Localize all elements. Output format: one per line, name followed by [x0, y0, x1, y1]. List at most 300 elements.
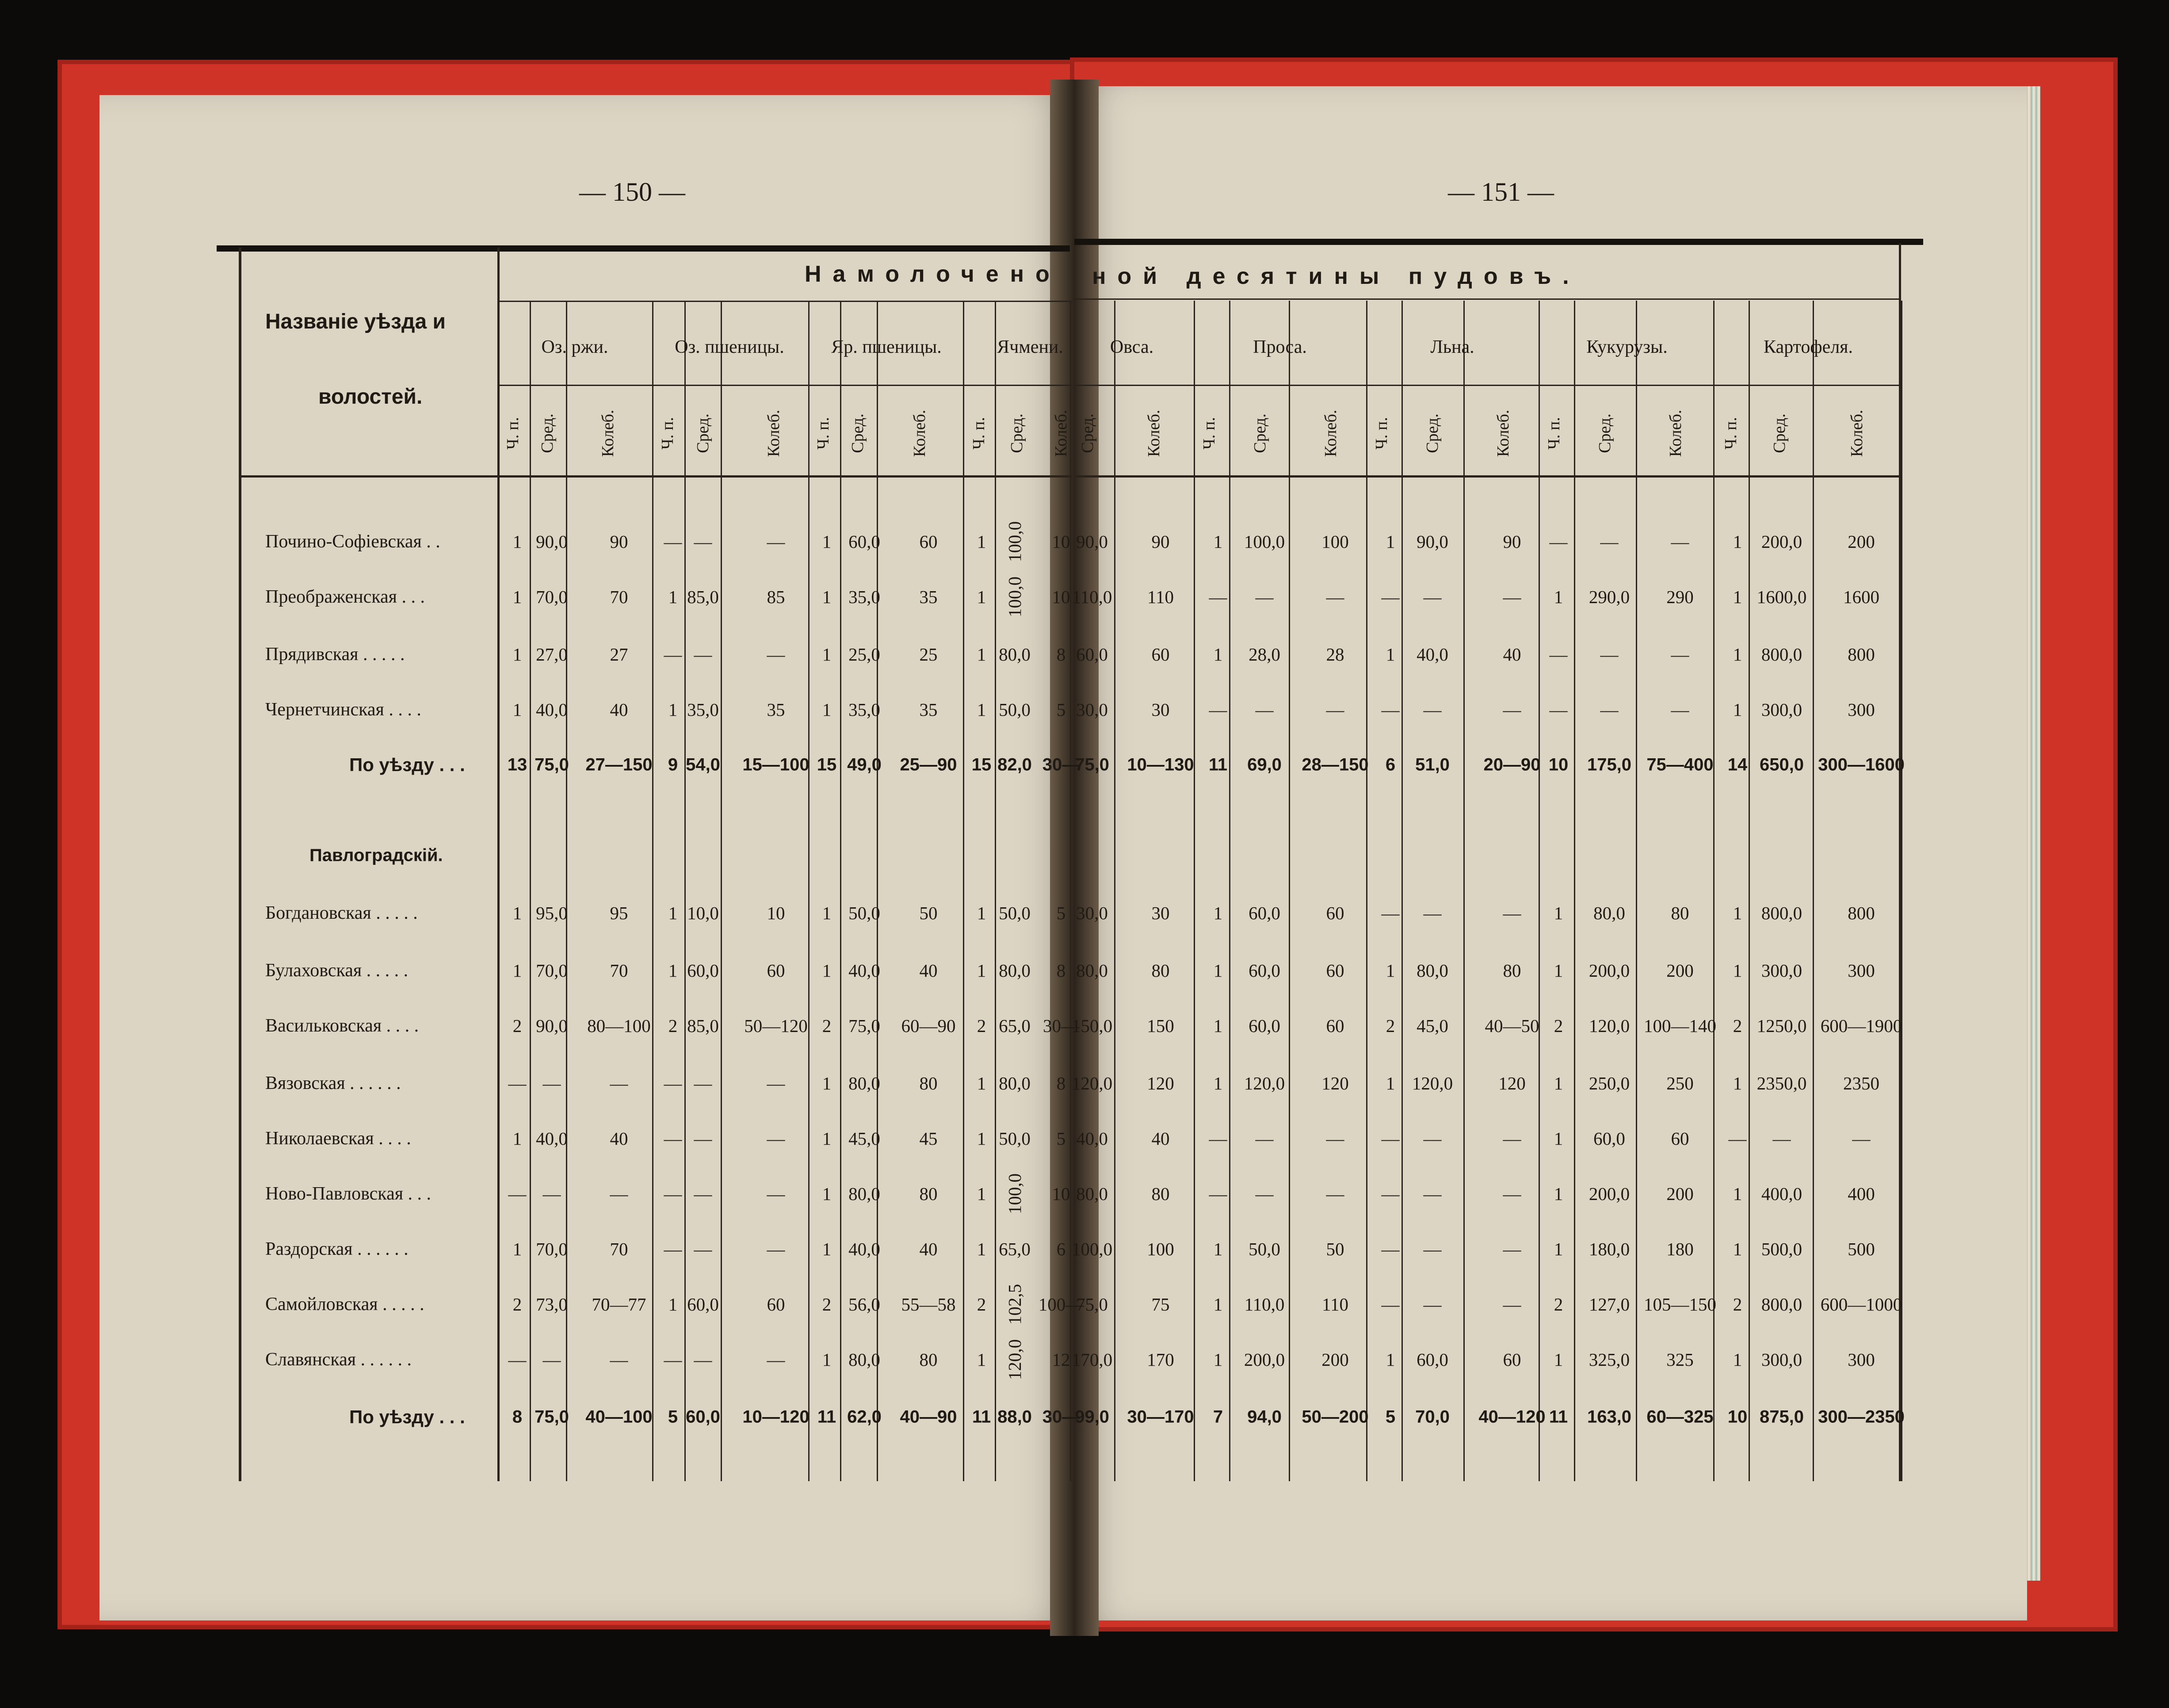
- column-rule: [530, 301, 531, 1481]
- subheader-range: Колеб.: [764, 409, 783, 457]
- column-rule: [1114, 301, 1115, 1481]
- subheader-cp: Ч. п.: [1200, 417, 1218, 450]
- header-crop-1: Оз. пшеницы.: [675, 337, 784, 357]
- table-cell: 62,0: [847, 1407, 882, 1427]
- table-cell: —: [1852, 1128, 1871, 1149]
- table-cell: —: [1671, 644, 1689, 665]
- table-cell: 50—120: [744, 1016, 808, 1036]
- subheader-cp: Ч. п.: [504, 417, 522, 450]
- table-cell: 2350: [1843, 1073, 1879, 1093]
- volost-name: Чернетчинская . . . .: [265, 699, 421, 720]
- table-cell: 2350,0: [1757, 1073, 1807, 1093]
- subheader-range: Колеб.: [1848, 409, 1866, 457]
- table-cell: 290,0: [1589, 587, 1630, 607]
- table-cell: —: [1503, 699, 1521, 720]
- table-cell: 1: [1733, 960, 1742, 981]
- table-cell: 1: [977, 587, 986, 607]
- table-cell: 2: [1733, 1016, 1742, 1036]
- left-page: [99, 95, 1077, 1620]
- table-cell: —: [694, 1128, 712, 1149]
- table-cell: 70,0: [536, 587, 568, 607]
- top-rule-left: [217, 245, 1070, 252]
- column-rule: [1194, 301, 1195, 1481]
- table-cell: 1: [977, 1073, 986, 1093]
- table-cell: —: [1503, 903, 1521, 923]
- table-cell: 88,0: [997, 1407, 1032, 1427]
- table-cell: 51,0: [1415, 755, 1450, 775]
- table-cell: 1: [1386, 1073, 1395, 1093]
- header-crop-4: Овса.: [1110, 337, 1154, 357]
- table-cell: 40,0: [848, 960, 880, 981]
- table-cell: 75,0: [1076, 1294, 1108, 1314]
- table-cell: 1: [977, 699, 986, 720]
- table-cell: 40,0: [1417, 644, 1448, 665]
- table-cell: 5: [1056, 1128, 1066, 1149]
- table-cell: 500,0: [1761, 1239, 1802, 1259]
- table-cell: 1: [1733, 1073, 1742, 1093]
- total-row-label: По уѣзду . . .: [349, 1406, 465, 1427]
- subheader-cp: Ч. п.: [1372, 417, 1391, 450]
- table-cell: 300: [1848, 1349, 1875, 1370]
- table-cell: 55—58: [901, 1294, 956, 1314]
- table-cell: 25,0: [848, 644, 880, 665]
- table-cell: 95: [610, 903, 628, 923]
- column-rule: [1813, 301, 1814, 1481]
- table-cell: 30—: [1043, 1016, 1079, 1036]
- table-cell: 30: [1151, 699, 1170, 720]
- table-cell: 70: [610, 587, 628, 607]
- table-cell: 80: [919, 1184, 938, 1204]
- table-cell: 1: [1733, 531, 1742, 552]
- page-number-left: — 150 —: [579, 177, 685, 206]
- table-cell: —: [1772, 1128, 1791, 1149]
- table-cell: 1: [1386, 960, 1395, 981]
- header-rule-title-left: [497, 301, 1072, 302]
- table-cell: 5: [1385, 1407, 1396, 1427]
- table-cell: 120: [1321, 1073, 1349, 1093]
- table-cell: —: [1255, 699, 1274, 720]
- table-cell: 800: [1848, 644, 1875, 665]
- subheader-range: Колеб.: [1145, 409, 1163, 457]
- table-cell: 35,0: [687, 699, 719, 720]
- volost-name: Преображенская . . .: [265, 587, 425, 607]
- table-cell: 1: [1554, 1073, 1563, 1093]
- table-cell: 12: [1052, 1349, 1070, 1370]
- table-cell: 75,0: [1075, 755, 1109, 775]
- table-cell: 120,0: [1004, 1339, 1025, 1380]
- table-cell: 10,0: [687, 903, 719, 923]
- table-cell: 80: [1671, 903, 1689, 923]
- table-cell: 30: [1151, 903, 1170, 923]
- table-cell: —: [1423, 699, 1442, 720]
- table-cell: 150,0: [1071, 1016, 1113, 1036]
- table-cell: 99,0: [1075, 1407, 1109, 1427]
- table-cell: —: [542, 1073, 561, 1093]
- table-cell: —: [767, 1073, 785, 1093]
- table-cell: —: [1549, 644, 1568, 665]
- table-cell: 300,0: [1761, 699, 1802, 720]
- table-cell: —: [694, 1073, 712, 1093]
- table-cell: 27: [610, 644, 628, 665]
- table-cell: 7: [1213, 1407, 1223, 1427]
- column-rule: [1574, 301, 1575, 1481]
- table-cell: 1: [1386, 644, 1395, 665]
- table-cell: 1: [1733, 644, 1742, 665]
- table-cell: 120: [1498, 1073, 1526, 1093]
- table-cell: 40—90: [900, 1407, 957, 1427]
- table-cell: 1: [822, 1073, 832, 1093]
- column-rule: [652, 301, 653, 1481]
- table-cell: —: [664, 1128, 682, 1149]
- table-cell: 28,0: [1249, 644, 1280, 665]
- volost-name: Николаевская . . . .: [265, 1128, 411, 1149]
- table-cell: 500: [1848, 1239, 1875, 1259]
- table-cell: 75,0: [848, 1016, 880, 1036]
- table-cell: 1: [1554, 587, 1563, 607]
- table-cell: 6: [1056, 1239, 1066, 1259]
- subheader-avg: Сред.: [1596, 413, 1614, 453]
- table-cell: 90,0: [1417, 531, 1448, 552]
- table-cell: 1: [1554, 1349, 1563, 1370]
- table-cell: 80: [1503, 960, 1521, 981]
- table-cell: 1600,0: [1757, 587, 1807, 607]
- table-cell: 600—1000: [1820, 1294, 1902, 1314]
- table-cell: 60,0: [686, 1407, 720, 1427]
- table-cell: —: [610, 1073, 628, 1093]
- table-cell: 60,0: [848, 531, 880, 552]
- table-cell: 250,0: [1589, 1073, 1630, 1093]
- table-cell: 1: [977, 1349, 986, 1370]
- table-cell: 175,0: [1587, 755, 1632, 775]
- table-cell: —: [1423, 587, 1442, 607]
- table-cell: 180: [1666, 1239, 1694, 1259]
- table-cell: 120,0: [1244, 1073, 1285, 1093]
- table-cell: 1: [1386, 1349, 1395, 1370]
- table-cell: 100,0: [1004, 521, 1025, 562]
- table-cell: 300—2350: [1818, 1407, 1905, 1427]
- total-row-label: По уѣзду . . .: [349, 754, 465, 775]
- subheader-cp: Ч. п.: [658, 417, 677, 450]
- table-cell: 1: [1213, 903, 1223, 923]
- table-cell: 127,0: [1589, 1294, 1630, 1314]
- table-cell: 75,0: [535, 1407, 569, 1427]
- header-main-title-right: ной десятины пудовъ.: [1092, 264, 1581, 289]
- subheader-avg: Сред.: [538, 413, 557, 453]
- header-rule-title-right: [1074, 298, 1901, 300]
- column-rule: [1229, 301, 1230, 1481]
- table-cell: 110,0: [1244, 1294, 1285, 1314]
- right-page: [1072, 86, 2027, 1620]
- header-rule-crops-left: [497, 385, 1072, 386]
- table-cell: —: [1423, 1184, 1442, 1204]
- column-rule: [684, 301, 686, 1481]
- table-cell: —: [767, 531, 785, 552]
- table-cell: 8: [512, 1407, 523, 1427]
- table-cell: 1: [977, 1239, 986, 1259]
- table-cell: 75—400: [1646, 755, 1714, 775]
- table-cell: —: [1423, 1128, 1442, 1149]
- table-cell: 80: [1151, 960, 1170, 981]
- table-cell: —: [1728, 1128, 1747, 1149]
- table-cell: 28: [1326, 644, 1344, 665]
- header-crop-5: Проса.: [1253, 337, 1307, 357]
- table-cell: —: [1503, 1294, 1521, 1314]
- table-cell: 60,0: [1249, 1016, 1280, 1036]
- table-cell: 1: [1554, 903, 1563, 923]
- table-cell: 15: [971, 755, 992, 775]
- table-cell: —: [1209, 1184, 1227, 1204]
- table-cell: 40: [610, 699, 628, 720]
- table-cell: 10: [1727, 1407, 1748, 1427]
- table-cell: 1: [1213, 1294, 1223, 1314]
- subheader-cp: Ч. п.: [1545, 417, 1563, 450]
- table-cell: 1: [1554, 960, 1563, 981]
- table-cell: 35: [919, 587, 938, 607]
- table-cell: 1: [977, 1184, 986, 1204]
- subheader-avg: Сред.: [848, 413, 867, 453]
- table-cell: 1: [1213, 1016, 1223, 1036]
- table-cell: —: [767, 1239, 785, 1259]
- header-name-line1: Названіе уѣзда и: [265, 310, 446, 333]
- table-cell: 70,0: [536, 1239, 568, 1259]
- table-cell: —: [694, 1349, 712, 1370]
- table-cell: 11: [817, 1407, 836, 1427]
- table-cell: 65,0: [999, 1016, 1031, 1036]
- table-cell: —: [1209, 587, 1227, 607]
- table-cell: 45,0: [848, 1128, 880, 1149]
- table-cell: 300,0: [1761, 960, 1802, 981]
- table-cell: —: [694, 1239, 712, 1259]
- table-cell: 1: [512, 587, 522, 607]
- table-cell: 60,0: [1249, 960, 1280, 981]
- table-cell: —: [610, 1349, 628, 1370]
- table-cell: 14: [1727, 755, 1748, 775]
- table-cell: 1: [1213, 1349, 1223, 1370]
- table-cell: 10—130: [1127, 755, 1194, 775]
- table-cell: 70: [610, 1239, 628, 1259]
- table-cell: —: [1381, 1239, 1400, 1259]
- table-cell: —: [664, 1349, 682, 1370]
- table-cell: 95,0: [536, 903, 568, 923]
- table-cell: 1250,0: [1757, 1016, 1807, 1036]
- table-cell: 70,0: [1415, 1407, 1450, 1427]
- column-rule: [1289, 301, 1290, 1481]
- volost-name: Самойловская . . . . .: [265, 1294, 424, 1314]
- table-cell: 13: [507, 755, 527, 775]
- subheader-range: Колеб.: [599, 409, 617, 457]
- table-cell: 300—1600: [1818, 755, 1905, 775]
- table-cell: 8: [1056, 644, 1066, 665]
- table-cell: 50,0: [1249, 1239, 1280, 1259]
- table-cell: 60: [767, 1294, 785, 1314]
- table-cell: 60,0: [687, 1294, 719, 1314]
- table-cell: 80—100: [587, 1016, 651, 1036]
- table-cell: 20—90: [1483, 755, 1541, 775]
- table-cell: 70: [610, 960, 628, 981]
- table-cell: 60: [767, 960, 785, 981]
- table-cell: 50,0: [999, 903, 1031, 923]
- table-cell: 85: [767, 587, 785, 607]
- table-cell: 75: [1151, 1294, 1170, 1314]
- volost-name: Васильковская . . . .: [265, 1016, 419, 1036]
- table-cell: 163,0: [1587, 1407, 1632, 1427]
- column-rule: [1636, 301, 1637, 1481]
- table-cell: 1: [512, 1128, 522, 1149]
- table-cell: 100: [1147, 1239, 1174, 1259]
- table-cell: 70,0: [536, 960, 568, 981]
- table-cell: 50,0: [999, 699, 1031, 720]
- table-cell: 49,0: [847, 755, 882, 775]
- table-cell: 875,0: [1759, 1407, 1804, 1427]
- table-cell: 30,0: [1076, 903, 1108, 923]
- table-cell: —: [1423, 1294, 1442, 1314]
- column-rule: [963, 301, 964, 1481]
- table-cell: 400: [1848, 1184, 1875, 1204]
- table-cell: 1: [1213, 1239, 1223, 1259]
- table-cell: —: [542, 1349, 561, 1370]
- table-cell: 200: [1321, 1349, 1349, 1370]
- table-cell: 27—150: [585, 755, 653, 775]
- table-cell: 8: [1056, 1073, 1066, 1093]
- table-cell: 35: [767, 699, 785, 720]
- table-cell: —: [508, 1349, 527, 1370]
- table-cell: 60,0: [1249, 903, 1280, 923]
- table-cell: 10: [1052, 531, 1070, 552]
- column-rule: [1749, 301, 1750, 1481]
- table-cell: 65,0: [999, 1239, 1031, 1259]
- table-cell: 40: [1503, 644, 1521, 665]
- table-cell: 25: [919, 644, 938, 665]
- table-cell: —: [508, 1184, 527, 1204]
- table-cell: 1600: [1843, 587, 1879, 607]
- table-cell: 1: [512, 699, 522, 720]
- table-cell: —: [1503, 587, 1521, 607]
- table-cell: 1: [1213, 531, 1223, 552]
- table-cell: 2: [512, 1016, 522, 1036]
- table-cell: 300,0: [1761, 1349, 1802, 1370]
- header-crop-8: Картофеля.: [1764, 337, 1853, 357]
- table-cell: 1: [977, 531, 986, 552]
- table-cell: 1: [1733, 1239, 1742, 1259]
- table-cell: 60: [1671, 1128, 1689, 1149]
- table-cell: 50—200: [1302, 1407, 1369, 1427]
- table-cell: 200,0: [1244, 1349, 1285, 1370]
- table-cell: 2: [668, 1016, 678, 1036]
- table-cell: 1: [668, 587, 678, 607]
- table-cell: 50: [919, 903, 938, 923]
- table-cell: 110: [1147, 587, 1174, 607]
- table-cell: —: [508, 1073, 527, 1093]
- table-cell: 1: [668, 960, 678, 981]
- table-cell: —: [1381, 1294, 1400, 1314]
- table-cell: 15—100: [742, 755, 810, 775]
- table-cell: 40,0: [848, 1239, 880, 1259]
- table-cell: 1: [1733, 903, 1742, 923]
- table-cell: 10: [1052, 1184, 1070, 1204]
- table-cell: 100: [1321, 531, 1349, 552]
- table-cell: 1: [822, 1349, 832, 1370]
- table-cell: 9: [668, 755, 678, 775]
- table-cell: 100,0: [1004, 1173, 1025, 1215]
- table-cell: 1: [977, 644, 986, 665]
- table-cell: 60,0: [1076, 644, 1108, 665]
- table-cell: —: [1503, 1239, 1521, 1259]
- header-main-title-left: Намолочено: [805, 261, 1061, 287]
- table-cell: 30,0: [1076, 699, 1108, 720]
- table-cell: —: [1381, 1184, 1400, 1204]
- table-cell: —: [1381, 903, 1400, 923]
- table-cell: 1: [1554, 1239, 1563, 1259]
- table-cell: 2: [977, 1294, 986, 1314]
- table-cell: 1: [1733, 699, 1742, 720]
- table-cell: 1: [668, 1294, 678, 1314]
- table-cell: —: [1671, 531, 1689, 552]
- table-cell: 94,0: [1247, 1407, 1282, 1427]
- table-cell: 11: [1208, 755, 1228, 775]
- table-cell: 90: [610, 531, 628, 552]
- header-rule-crops-right: [1074, 385, 1901, 386]
- table-cell: 56,0: [848, 1294, 880, 1314]
- table-cell: —: [1209, 1128, 1227, 1149]
- table-cell: —: [664, 1073, 682, 1093]
- subheader-avg: Сред.: [1251, 413, 1269, 453]
- table-cell: 40—100: [585, 1407, 653, 1427]
- table-cell: 54,0: [686, 755, 720, 775]
- table-cell: 10: [1052, 587, 1070, 607]
- table-cell: 1: [822, 644, 832, 665]
- table-cell: 650,0: [1759, 755, 1804, 775]
- table-cell: 1: [822, 1239, 832, 1259]
- subheader-cp: Ч. п.: [1722, 417, 1740, 450]
- subheader-avg: Сред.: [1770, 413, 1789, 453]
- table-cell: 35: [919, 699, 938, 720]
- table-cell: 90: [1503, 531, 1521, 552]
- table-cell: 100,0: [1244, 531, 1285, 552]
- table-cell: 60: [1151, 644, 1170, 665]
- table-cell: 120: [1147, 1073, 1174, 1093]
- table-cell: 2: [1386, 1016, 1395, 1036]
- table-cell: 1: [822, 587, 832, 607]
- table-cell: 1: [512, 644, 522, 665]
- table-cell: 1: [822, 699, 832, 720]
- header-crop-0: Оз. ржи.: [541, 337, 608, 357]
- table-cell: 1: [822, 1184, 832, 1204]
- table-cell: 800,0: [1761, 1294, 1802, 1314]
- table-cell: 80,0: [848, 1349, 880, 1370]
- table-cell: —: [664, 1239, 682, 1259]
- table-cell: 200: [1666, 1184, 1694, 1204]
- table-cell: 60: [919, 531, 938, 552]
- table-cell: 150: [1147, 1016, 1174, 1036]
- table-cell: 290: [1666, 587, 1694, 607]
- table-cell: 200,0: [1589, 1184, 1630, 1204]
- table-cell: 100,0: [1071, 1239, 1113, 1259]
- book-gutter: [1050, 80, 1099, 1636]
- table-cell: 8: [1056, 960, 1066, 981]
- table-cell: 40: [919, 960, 938, 981]
- table-cell: 102,5: [1004, 1284, 1025, 1325]
- table-cell: 45: [919, 1128, 938, 1149]
- subheader-avg: Сред.: [694, 413, 712, 453]
- table-cell: 90: [1151, 531, 1170, 552]
- table-cell: 80,0: [1593, 903, 1625, 923]
- table-cell: 40—120: [1478, 1407, 1546, 1427]
- table-cell: —: [1381, 587, 1400, 607]
- table-cell: 1: [977, 960, 986, 981]
- table-cell: —: [767, 1184, 785, 1204]
- table-cell: 50: [1326, 1239, 1344, 1259]
- header-bottom-rule-left: [239, 475, 1072, 478]
